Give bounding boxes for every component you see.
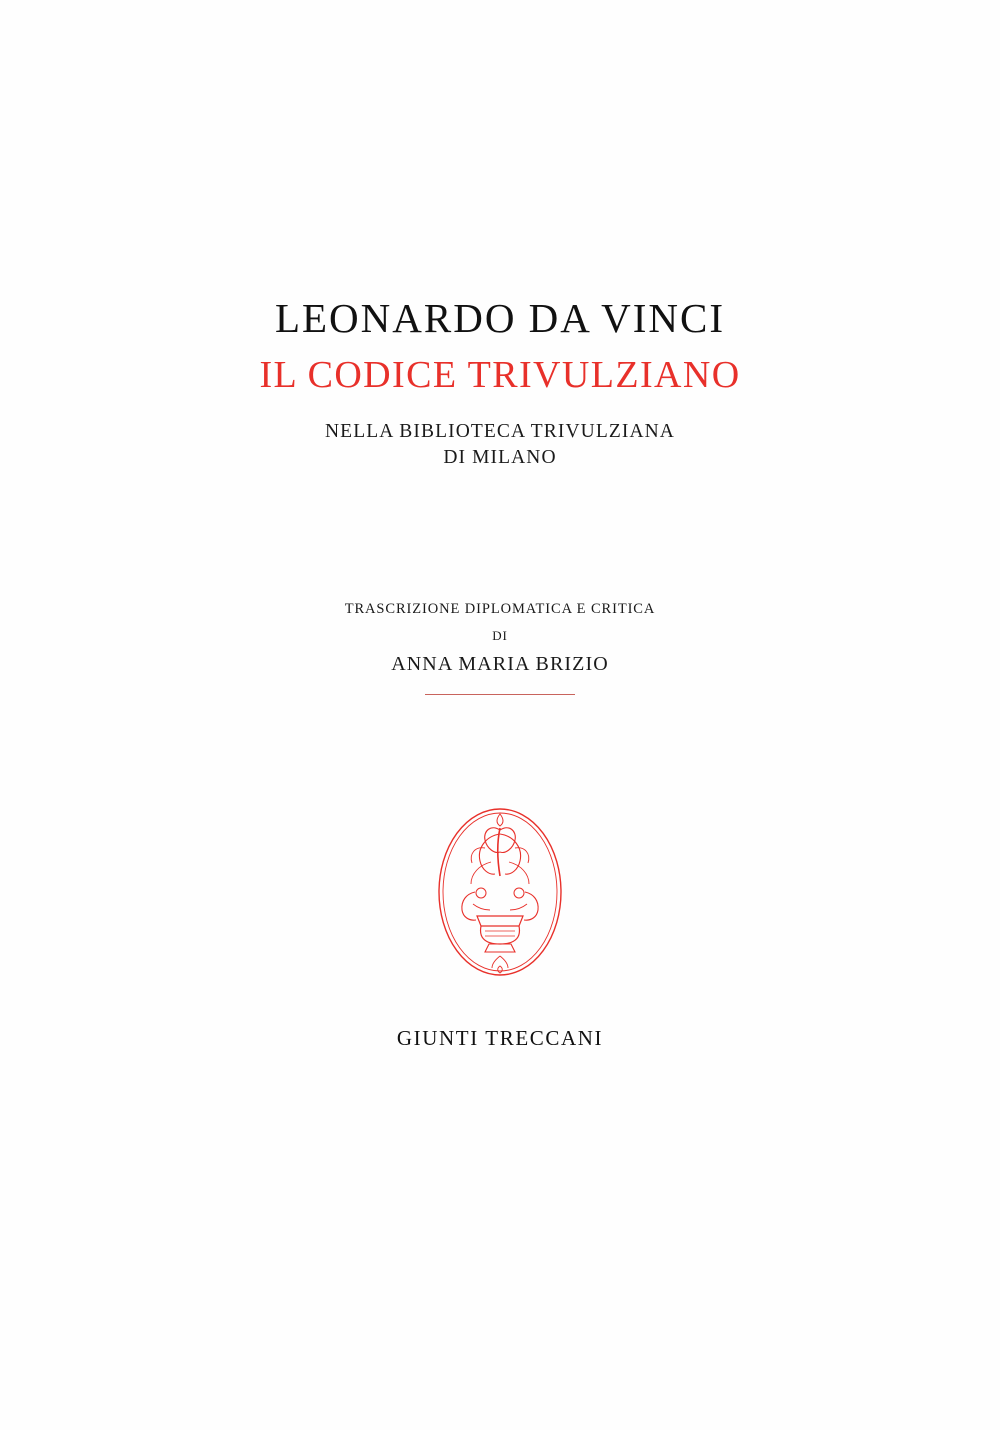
credit-di: DI (492, 627, 508, 643)
subtitle-line-2: DI MILANO (443, 447, 557, 469)
title-block (0, 296, 1000, 472)
subtitle-line-1: NELLA BIBLIOTECA TRIVULZIANA (325, 420, 675, 442)
credit-description: TRASCRIZIONE DIPLOMATICA E CRITICA (344, 601, 656, 617)
divider-rule (425, 694, 575, 695)
book-author: LEONARDO DA VINCI (274, 295, 726, 341)
giunti-giglio-emblem-icon (425, 800, 575, 985)
credit-editor-name: ANNA MARIA BRIZIO (391, 653, 609, 676)
publisher-name: GIUNTI TRECCANI (396, 1026, 604, 1050)
page-title: IL CODICE TRIVULZIANO (259, 354, 741, 397)
emblem-container (0, 800, 1000, 990)
credits-block (0, 596, 1000, 695)
